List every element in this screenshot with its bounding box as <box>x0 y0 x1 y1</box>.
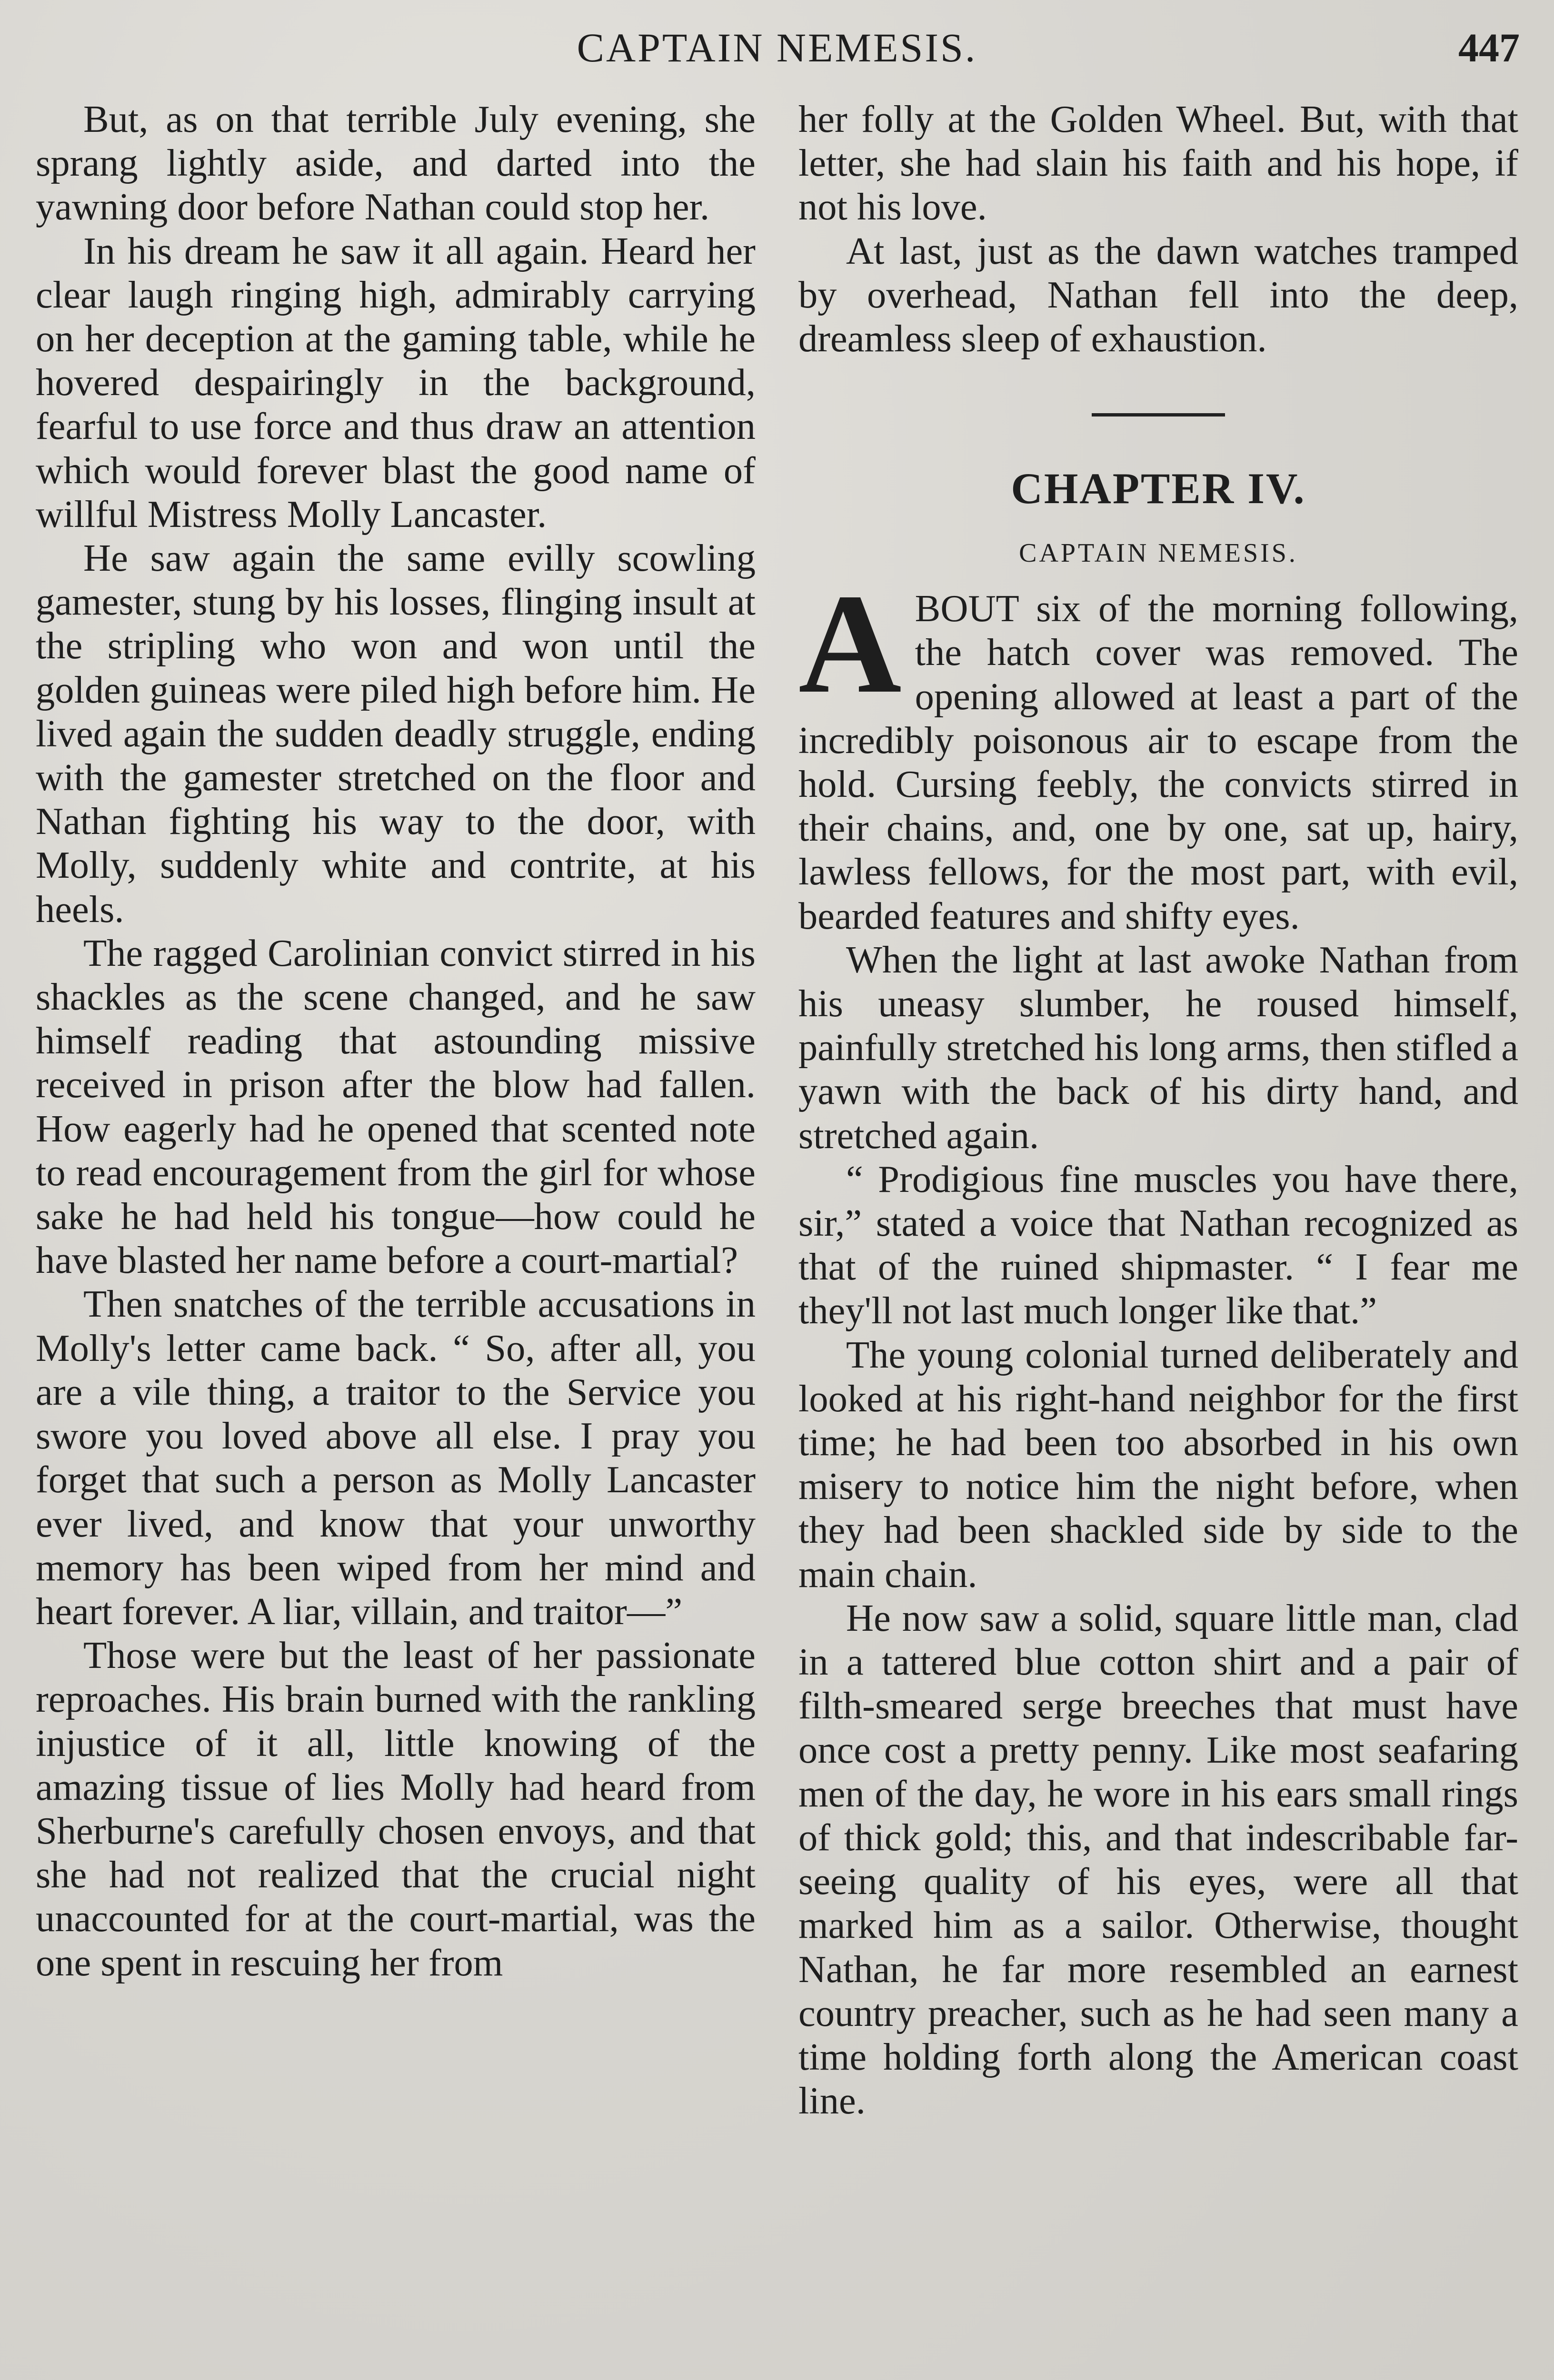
paragraph: But, as on that terrible July evening, she sprang lightly aside, and darted into the yawning door before Nathan could stop her. <box>36 98 756 228</box>
paragraph: Those were but the least of her passionate reproaches. His brain burned with the rankling injustice of it all, little knowing of the amazing tissue of lies Molly had heard from Sherburne's carefully chosen envoys, and that she had not realized that the crucial night unaccounted for at the court-martial, was the one spent in rescuing her from <box>36 1634 756 1984</box>
paragraph: Then snatches of the terrible accusations in Molly's letter came back. “ So, after all, you are a vile thing, a traitor to the Service you swore you loved above all else. I pray you forget that such a person as Molly Lancaster ever lived, and know that your unworthy memory has been wiped from her mind and heart forever. A liar, villain, and traitor—” <box>36 1283 756 1633</box>
page-number: 447 <box>1458 25 1520 70</box>
running-title: CAPTAIN NEMESIS. <box>577 25 977 70</box>
section-divider <box>1092 413 1225 416</box>
chapter-subtitle: CAPTAIN NEMESIS. <box>1019 538 1298 568</box>
right-column <box>798 98 1518 2123</box>
paragraph: The young colonial turned deliberately and looked at his right-hand neighbor for the first time; he had been too absorbed in his own misery to notice him the night before, when they had been shackled side by side to the main chain. <box>798 1333 1518 1596</box>
drop-cap: A <box>798 565 902 723</box>
paragraph: In his dream he saw it all again. Heard her clear laugh ringing high, admirably carrying on her deception at the gaming table, while he hovered despairingly in the background, fearful to use force and thus draw an attention which would forever blast the good name of willful Mistress Molly Lancaster. <box>36 229 756 536</box>
paragraph: He now saw a solid, square little man, clad in a tattered blue cotton shirt and a pair of filth-smeared serge breeches that must have once cost a pretty penny. Like most seafaring men of the day, he wore in his ears small rings of thick gold; this, and that indescribable far-seeing quality of his eyes, were all that marked him as a sailor. Otherwise, thought Nathan, he far more resembled an earnest country preacher, such as he had seen many a time holding forth along the American coast line. <box>798 1597 1518 2122</box>
continued-paragraph: her folly at the Golden Wheel. But, with that letter, she had slain his faith and his hope, if not his love. <box>798 98 1518 228</box>
left-column <box>36 98 756 1985</box>
paragraph: “ Prodigious fine muscles you have there, sir,” stated a voice that Nathan recognized as that of the ruined shipmaster. “ I fear me they'll not last much longer like that.” <box>798 1158 1518 1332</box>
chapter-title: CHAPTER IV. <box>1011 464 1306 513</box>
paragraph: When the light at last awoke Nathan from his uneasy slumber, he roused himself, painfully stretched his long arms, then stifled a yawn with the back of his dirty hand, and stretched again. <box>798 938 1518 1157</box>
opening-text: BOUT six of the morning following, the hatch cover was removed. The opening allowed at least a part of the incredibly poisonous air to escape from the hold. Cursing feebly, the convicts stirred in their chains, and, one by one, sat up, hairy, lawless fellows, for the most part, with evil, bearded features and shifty eyes. <box>798 587 1518 937</box>
paragraph: The ragged Carolinian convict stirred in his shackles as the scene changed, and he saw himself reading that astounding missive received in prison after the blow had fallen. How eagerly had he opened that scented note to read encouragement from the girl for whose sake he had held his tongue—how could he have blasted her name before a court-martial? <box>36 932 756 1282</box>
chapter-opening-paragraph <box>798 565 1518 938</box>
page-header <box>0 14 1554 81</box>
paragraph: He saw again the same evilly scowling gamester, stung by his losses, flinging insult at the stripling who won and won until the golden guineas were piled high before him. He lived again the sudden deadly struggle, ending with the gamester stretched on the floor and Nathan fighting his way to the door, with Molly, suddenly white and contrite, at his heels. <box>36 537 756 931</box>
paragraph: At last, just as the dawn watches tramped by overhead, Nathan fell into the deep, dreamless sleep of exhaustion. <box>798 229 1518 360</box>
